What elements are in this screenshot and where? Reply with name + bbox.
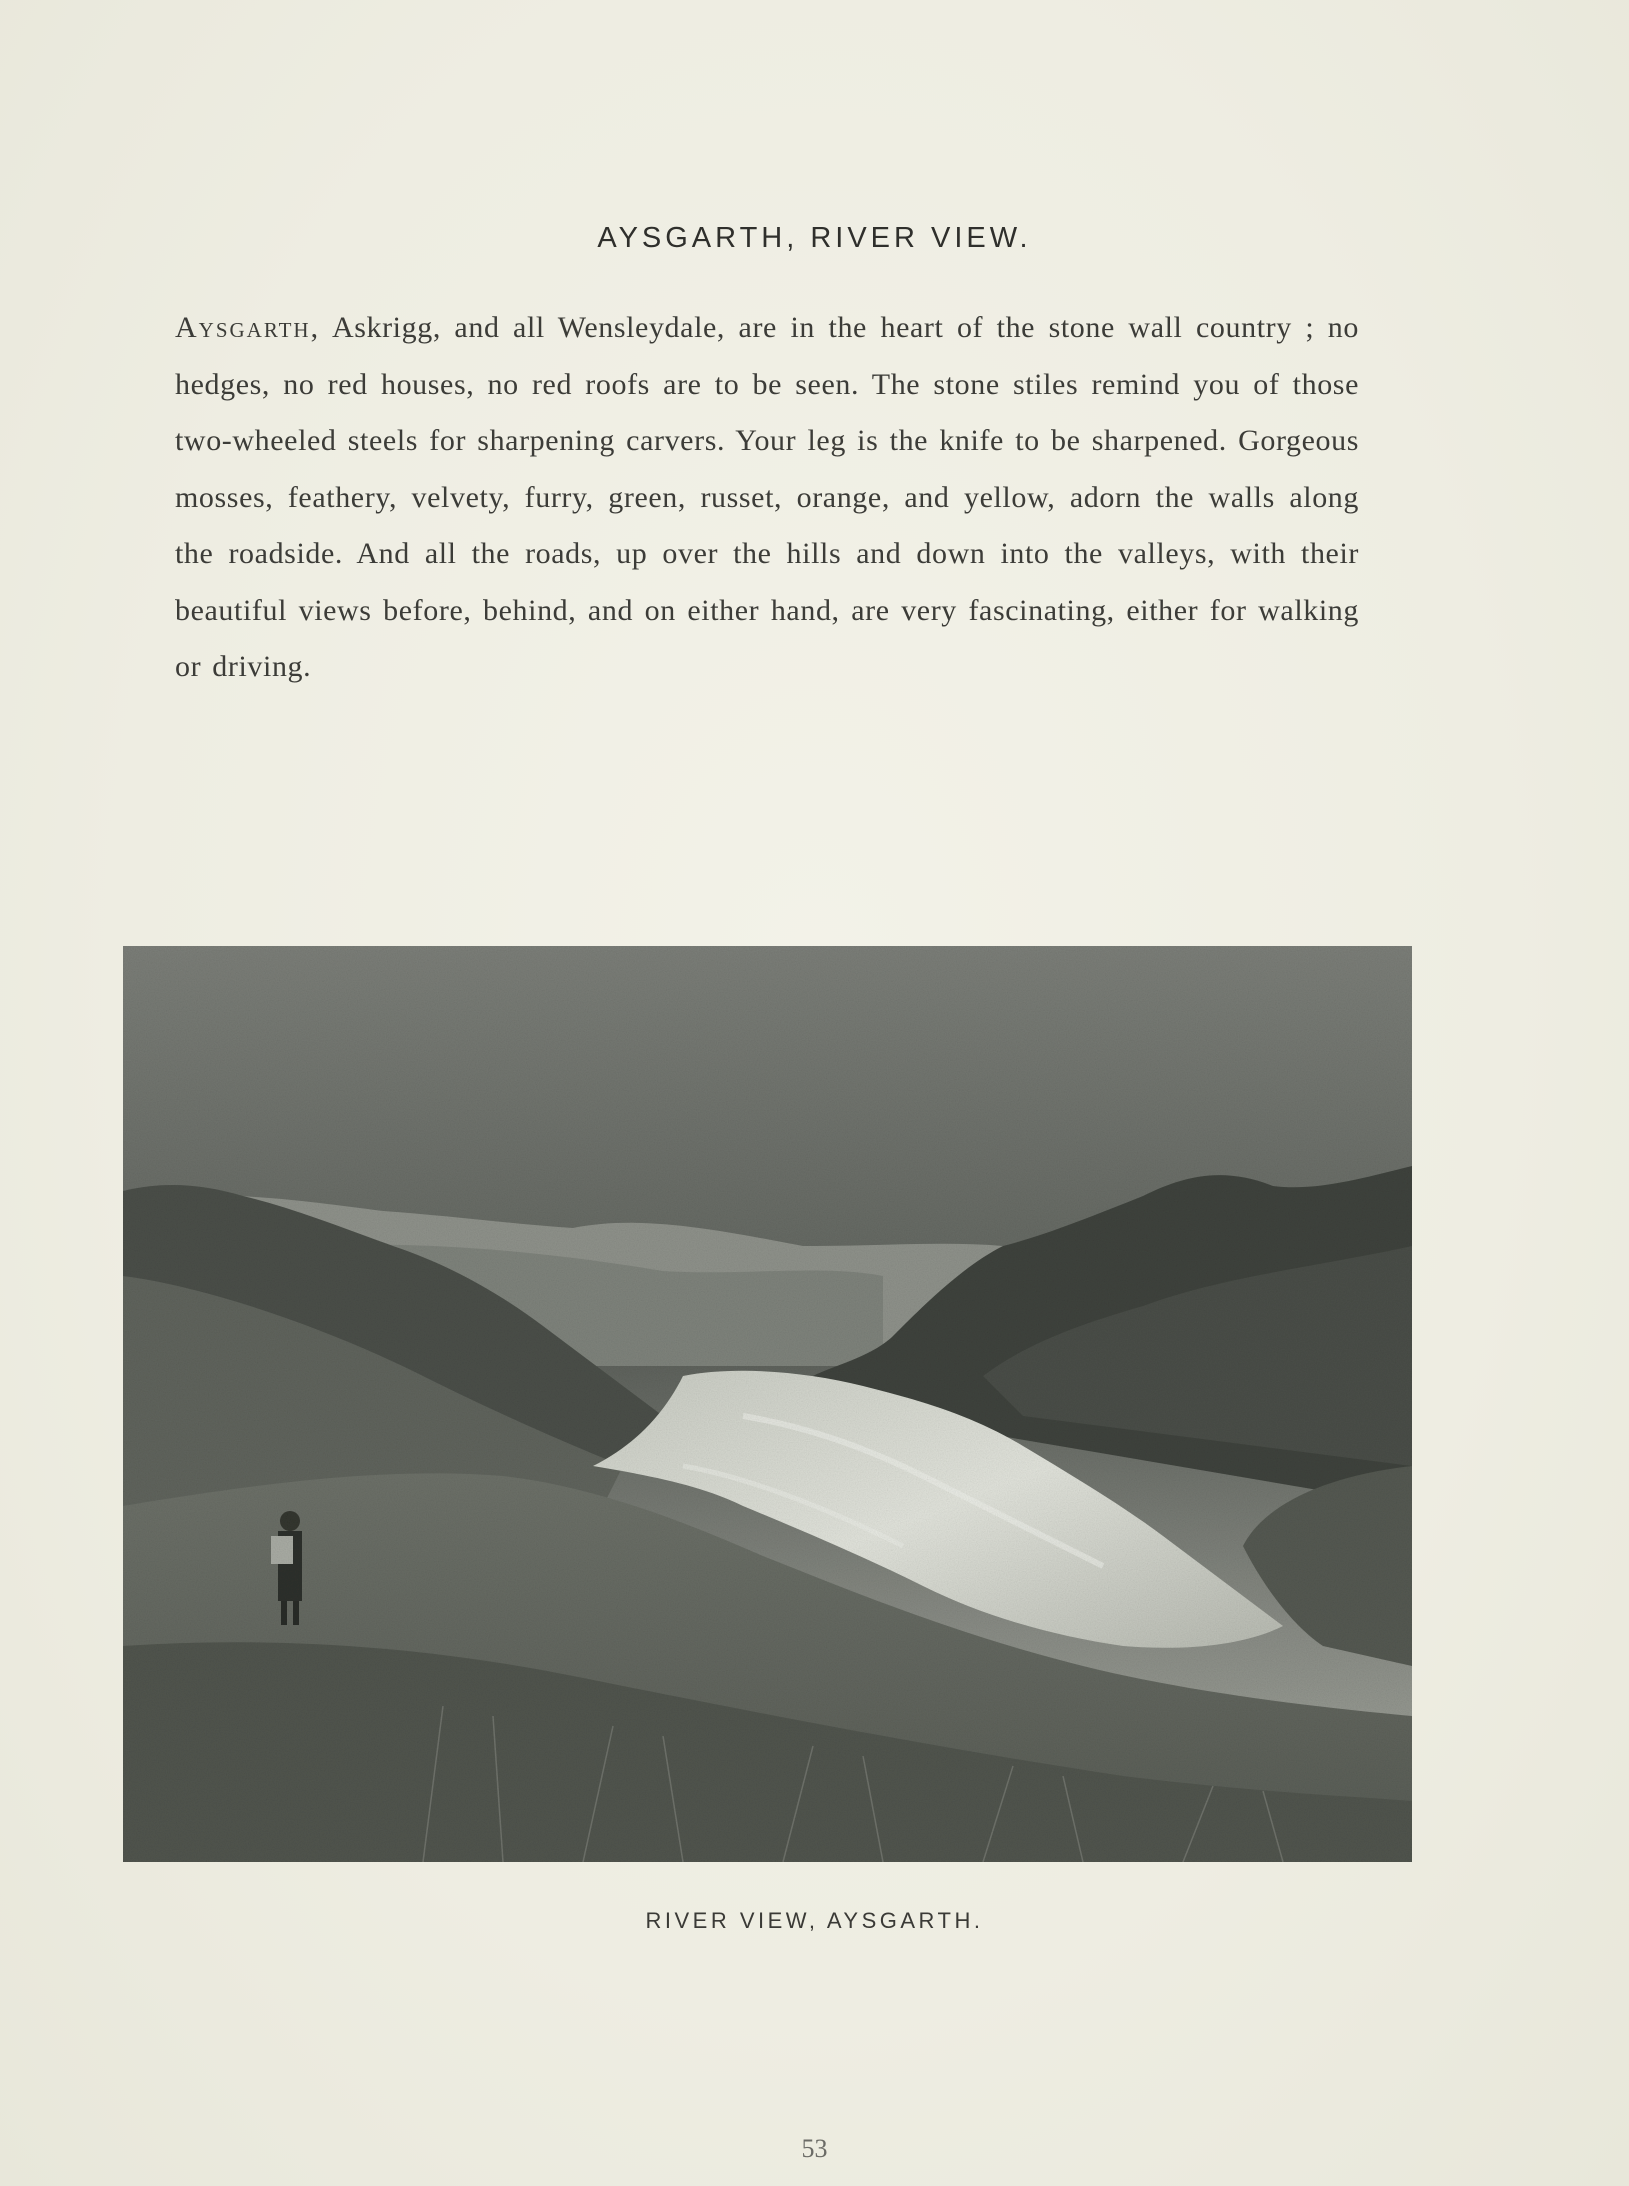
body-lead-word: Aysgarth, bbox=[175, 311, 321, 344]
river-photograph bbox=[123, 946, 1412, 1862]
body-text: Askrigg, and all Wensleydale, are in the heart of the stone wall country ; no hedges, no red houses, no red roofs are to be seen. The stone stiles remind you of those two-wheeled steels for sharpening carvers. Your leg is the knife to be sharpened. Gorgeous mosses, feathery, velvety, furry, green, russet, orange, and yellow, adorn the walls along the roadside. And all the roads, up over the hills and down into the valleys, with their beautiful views before, behind, and on either hand, are very fascinating, either for walking or driving. bbox=[175, 311, 1359, 683]
photo-caption: RIVER VIEW, AYSGARTH. bbox=[645, 1908, 984, 1933]
page-number: 53 bbox=[801, 2134, 828, 2163]
body-paragraph bbox=[175, 300, 1359, 696]
page-heading: AYSGARTH, RIVER VIEW. bbox=[597, 222, 1032, 254]
